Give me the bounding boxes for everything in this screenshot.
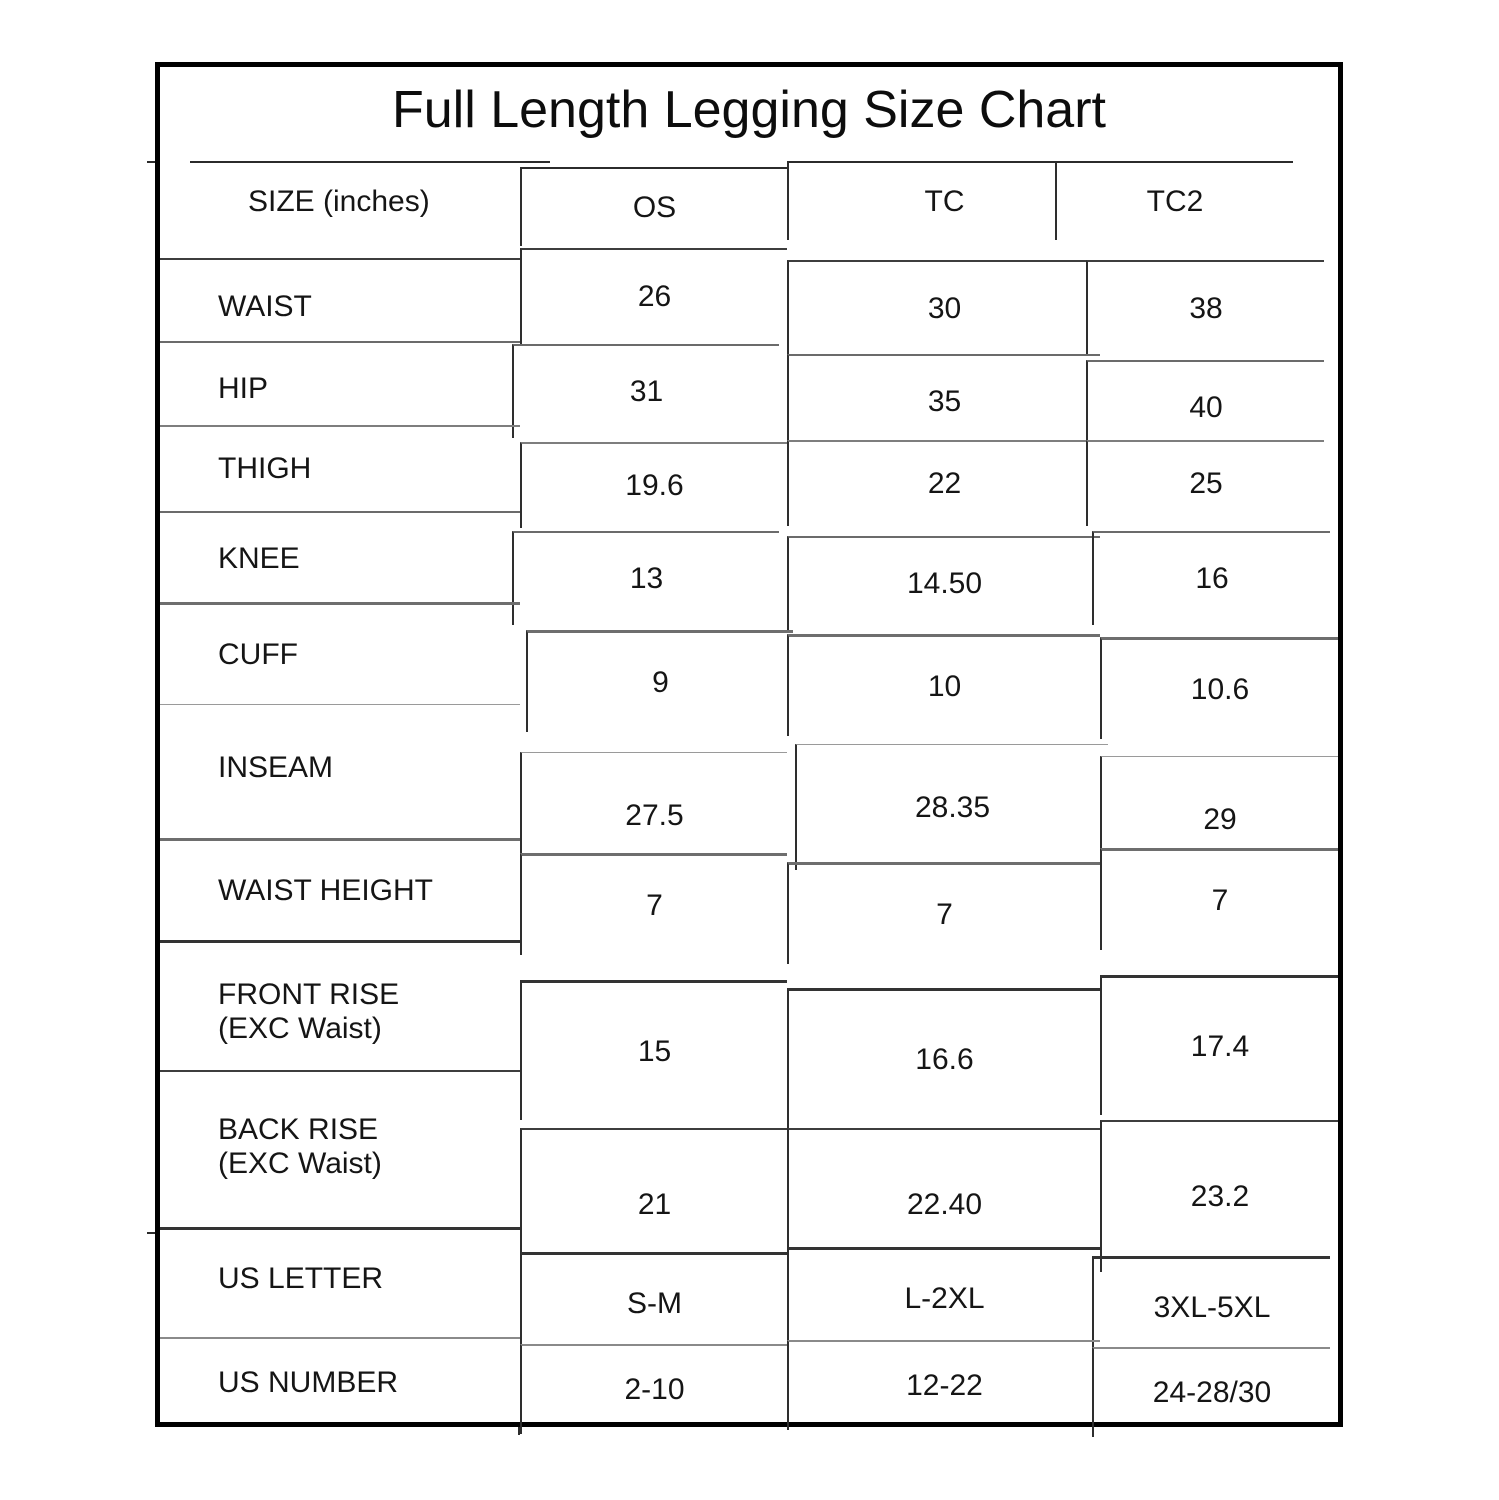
value-hip-tc: 35 <box>787 354 1100 448</box>
value-back-rise-tc: 22.40 <box>787 1128 1100 1280</box>
column-header-os: OS <box>520 167 787 246</box>
value-cuff-tc2: 10.6 <box>1100 637 1338 739</box>
front-rise-label-line1: FRONT RISE <box>218 977 400 1011</box>
row-label-cuff: CUFF <box>160 602 520 704</box>
value-us-letter-tc: L-2XL <box>787 1247 1100 1347</box>
value-us-letter-os: S-M <box>520 1252 787 1352</box>
value-back-rise-os: 21 <box>520 1128 787 1280</box>
row-label-us-letter: US LETTER <box>160 1227 520 1327</box>
row-label-hip: HIP <box>160 341 520 435</box>
value-waist-height-os: 7 <box>520 853 787 955</box>
column-header-tc2: TC2 <box>1055 161 1293 240</box>
value-us-letter-tc2: 3XL-5XL <box>1092 1256 1330 1356</box>
value-back-rise-tc2: 23.2 <box>1100 1120 1338 1272</box>
row-label-us-number: US NUMBER <box>160 1337 520 1427</box>
size-chart-grid <box>160 67 1338 1422</box>
value-knee-tc: 14.50 <box>787 536 1100 630</box>
value-front-rise-os: 15 <box>520 980 787 1120</box>
row-label-waist: WAIST <box>160 258 520 354</box>
value-inseam-tc: 28.35 <box>795 744 1108 870</box>
title-divider-overhang <box>147 161 155 163</box>
column-header-size-inches: SIZE (inches) <box>190 161 550 240</box>
value-waist-height-tc2: 7 <box>1100 848 1338 950</box>
value-thigh-tc2: 25 <box>1086 440 1324 526</box>
value-inseam-tc2: 29 <box>1100 756 1338 882</box>
value-front-rise-tc: 16.6 <box>787 988 1100 1128</box>
chart-title: Full Length Legging Size Chart <box>391 81 1106 139</box>
value-thigh-os: 19.6 <box>520 442 787 528</box>
value-waist-height-tc: 7 <box>787 862 1100 964</box>
value-waist-os: 26 <box>520 248 787 344</box>
back-rise-divider-overhang <box>147 1232 155 1234</box>
value-cuff-os: 9 <box>526 630 793 732</box>
value-us-number-tc: 12-22 <box>787 1340 1100 1430</box>
value-waist-tc: 30 <box>787 260 1100 356</box>
value-hip-tc2: 40 <box>1086 360 1324 454</box>
column-divider-tail <box>518 1427 520 1435</box>
row-label-back-rise <box>160 1070 520 1222</box>
value-inseam-os: 27.5 <box>520 752 787 878</box>
value-hip-os: 31 <box>512 344 779 438</box>
value-front-rise-tc2: 17.4 <box>1100 975 1338 1115</box>
front-rise-label-line2: (EXC Waist) <box>218 1011 382 1045</box>
size-chart-table <box>155 62 1343 1427</box>
row-label-waist-height: WAIST HEIGHT <box>160 838 520 940</box>
value-thigh-tc: 22 <box>787 440 1100 526</box>
back-rise-label-line1: BACK RISE <box>218 1113 379 1146</box>
row-label-thigh: THIGH <box>160 425 520 511</box>
row-label-knee: KNEE <box>160 511 520 605</box>
value-waist-tc2: 38 <box>1086 260 1324 356</box>
value-cuff-tc: 10 <box>787 634 1100 736</box>
value-knee-os: 13 <box>512 531 779 625</box>
row-label-front-rise <box>160 940 520 1080</box>
value-knee-tc2: 16 <box>1092 531 1330 625</box>
value-us-number-tc2: 24-28/30 <box>1092 1347 1330 1437</box>
row-label-inseam: INSEAM <box>160 704 520 830</box>
value-us-number-os: 2-10 <box>520 1344 787 1434</box>
column-header-tc: TC <box>787 161 1100 240</box>
back-rise-label-line2: (EXC Waist) <box>218 1147 382 1180</box>
